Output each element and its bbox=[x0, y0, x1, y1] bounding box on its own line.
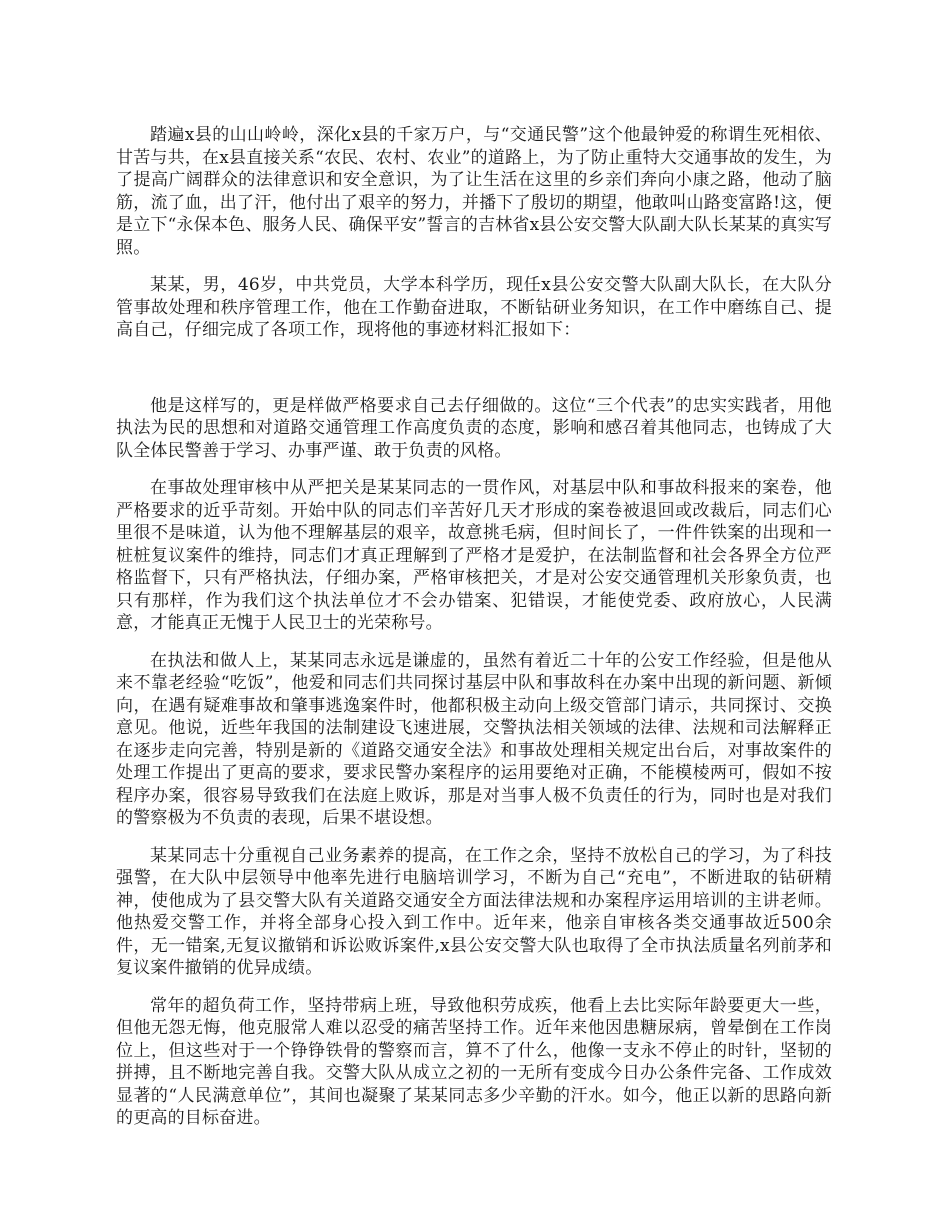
paragraph-intro: 踏遍x县的山山岭岭，深化x县的千家万户，与“交通民警”这个他最钟爱的称谓生死相依、甘苦与共，在x县直接关系“农民、农村、农业”的道路上，为了防止重特大交通事故的发生，为了提高广阔群众的法律意识和安全意识，为了让生活在这里的乡亲们奔向小康之路，他动了脑筋，流了血，出了汗，他付出了艰辛的努力，并播下了殷切的期望，他敢叫山路变富路!这，便是立下“永保本色、服务人民、确保平安”誓言的吉林省x县公安交警大队副大队长某某的真实写照。 bbox=[116, 125, 832, 258]
paragraph-profile: 某某，男，46岁，中共党员，大学本科学历，现任x县公安交警大队副大队长，在大队分管事故处理和秩序管理工作，他在工作勤奋进取，不断钻研业务知识，在工作中磨练自己、提高自己，仔细完成了各项工作，现将他的事迹材料汇报如下： bbox=[116, 275, 832, 340]
paragraph-strict-review: 在事故处理审核中从严把关是某某同志的一贯作风，对基层中队和事故科报来的案卷，他严格要求的近乎苛刻。开始中队的同志们辛苦好几天才形成的案卷被退回或改裁后，同志们心里很不是味道，认为他不理解基层的艰辛，故意挑毛病，但时间长了，一件件铁案的出现和一桩桩复议案件的维持，同志们才真正理解到了严格才是爱护，在法制监督和社会各界全方位严格监督下，只有严格执法，仔细办案，严格审核把关，才是对公安交通管理机关形象负责，也只有那样，作为我们这个执法单位才不会办错案、犯错误，才能使党委、政府放心，人民满意，才能真正无愧于人民卫士的光荣称号。 bbox=[116, 478, 832, 633]
paragraph-dedication: 常年的超负荷工作，坚持带病上班，导致他积劳成疾，他看上去比实际年龄要更大一些，但他无怨无悔，他克服常人难以忍受的痛苦坚持工作。近年来他因患糖尿病，曾晕倒在工作岗位上，但这些对于一个铮铮铁骨的警察而言，算不了什么，他像一支永不停止的时针，坚韧的拼搏，且不断地完善自我。交警大队从成立之初的一无所有变成今日办公条件完备、工作成效显著的“人民满意单位”，其间也凝聚了某某同志多少辛勤的汗水。如今，他正以新的思路向新的更高的目标奋进。 bbox=[116, 995, 832, 1128]
blank-spacer bbox=[116, 357, 832, 395]
document-body bbox=[116, 124, 832, 1145]
paragraph-self-improvement: 某某同志十分重视自己业务素养的提高，在工作之余，坚持不放松自己的学习，为了科技强警，在大队中层领导中他率先进行电脑培训学习，不断为自己“充电”，不断进取的钻研精神，使他成为了县交警大队有关道路交通安全方面法律法规和办案程序运用培训的主讲老师。他热爱交警工作，并将全部身心投入到工作中。近年来，他亲自审核各类交通事故近500余件，无一错案,无复议撤销和诉讼败诉案件,x县公安交警大队也取得了全市执法质量名列前茅和复议案件撤销的优异成绩。 bbox=[116, 845, 832, 978]
paragraph-role-model: 他是这样写的，更是样做严格要求自己去仔细做的。这位“三个代表”的忠实实践者，用他执法为民的思想和对道路交通管理工作高度负责的态度，影响和感召着其他同志，也铸成了大队全体民警善于学习、办事严谨、敢于负责的风格。 bbox=[116, 395, 832, 461]
paragraph-law-enforcement: 在执法和做人上，某某同志永远是谦虚的，虽然有着近二十年的公安工作经验，但是他从来不靠老经验“吃饭”，他爱和同志们共同探讨基层中队和事故科在办案中出现的新问题、新倾向，在遇有疑难事故和肇事逃逸案件时，他都积极主动向上级交管部门请示，共同探讨、交换意见。他说，近些年我国的法制建设飞速进展，交警执法相关领域的法律、法规和司法解释正在逐步走向完善，特别是新的《道路交通安全法》和事故处理相关规定出台后，对事故案件的处理工作提出了更高的要求，要求民警办案程序的运用要绝对正确，不能模棱两可，假如不按程序办案，很容易导致我们在法庭上败诉，那是对当事人极不负责任的行为，同时也是对我们的警察极为不负责的表现，后果不堪设想。 bbox=[116, 650, 832, 828]
